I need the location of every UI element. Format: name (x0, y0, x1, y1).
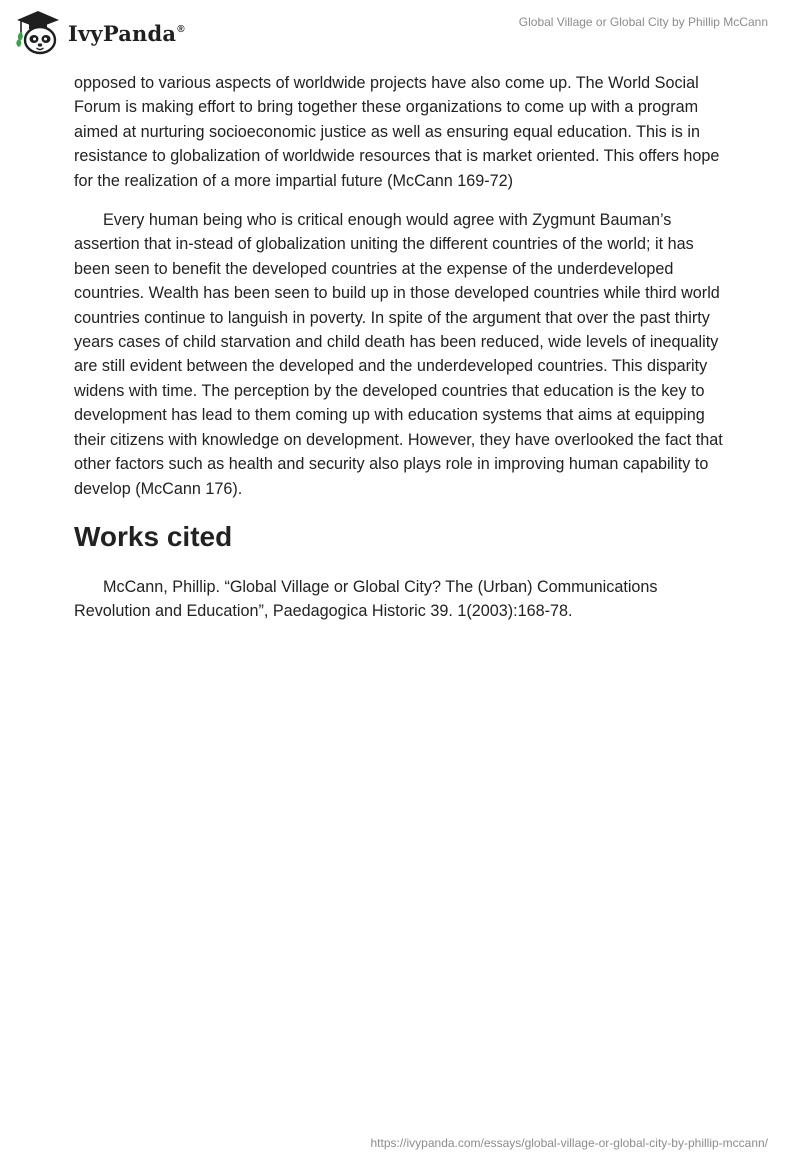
registered-mark: ® (177, 23, 185, 35)
works-cited-heading: Works cited (74, 520, 233, 552)
panda-graduate-icon (14, 8, 62, 56)
body-paragraph-2: Every human being who is critical enough would agree with Zygmunt Bauman’s assertion that in-stead of globalization uniting the different countries of the world; it has been seen to benefit the developed countries at the expense of the underdeveloped countries. Wealth has been seen to build up in those developed countries while third world countries continue to languish in poverty. In spite of the argument that over the past thirty years cases of child starvation and child death has been reduced, wide levels of inequality are still evident between the developed and the underdeveloped countries. This disparity widens with time. The perception by the developed countries that education is the key to development has lead to them coming up with education systems that aims at equipping their citizens with knowledge on development. However, they have overlooked the fact that other factors such as health and security also plays role in improving human capability to develop (McCann 176). (74, 211, 723, 498)
essay-content (74, 71, 734, 624)
running-title: Global Village or Global City by Phillip McCann (518, 15, 768, 29)
page-header (0, 0, 800, 66)
ivypanda-logo[interactable] (14, 8, 185, 56)
brand-name: IvyPanda® (68, 20, 185, 46)
source-url[interactable]: https://ivypanda.com/essays/global-village-or-global-city-by-phillip-mccann/ (370, 1136, 768, 1150)
citation-entry: McCann, Phillip. “Global Village or Global City? The (Urban) Communications Revolution and Education”, Paedagogica Historic 39. 1(2003):168-78. (74, 577, 658, 621)
body-paragraph-1: opposed to various aspects of worldwide projects have also come up. The World Social Forum is making effort to bring together these organizations to come up with a program aimed at nurturing socioeconomic justice as well as ensuring equal education. This is in resistance to globalization of worldwide resources that is market oriented. This offers hope for the realization of a more impartial future (McCann 169-72) (74, 74, 720, 190)
